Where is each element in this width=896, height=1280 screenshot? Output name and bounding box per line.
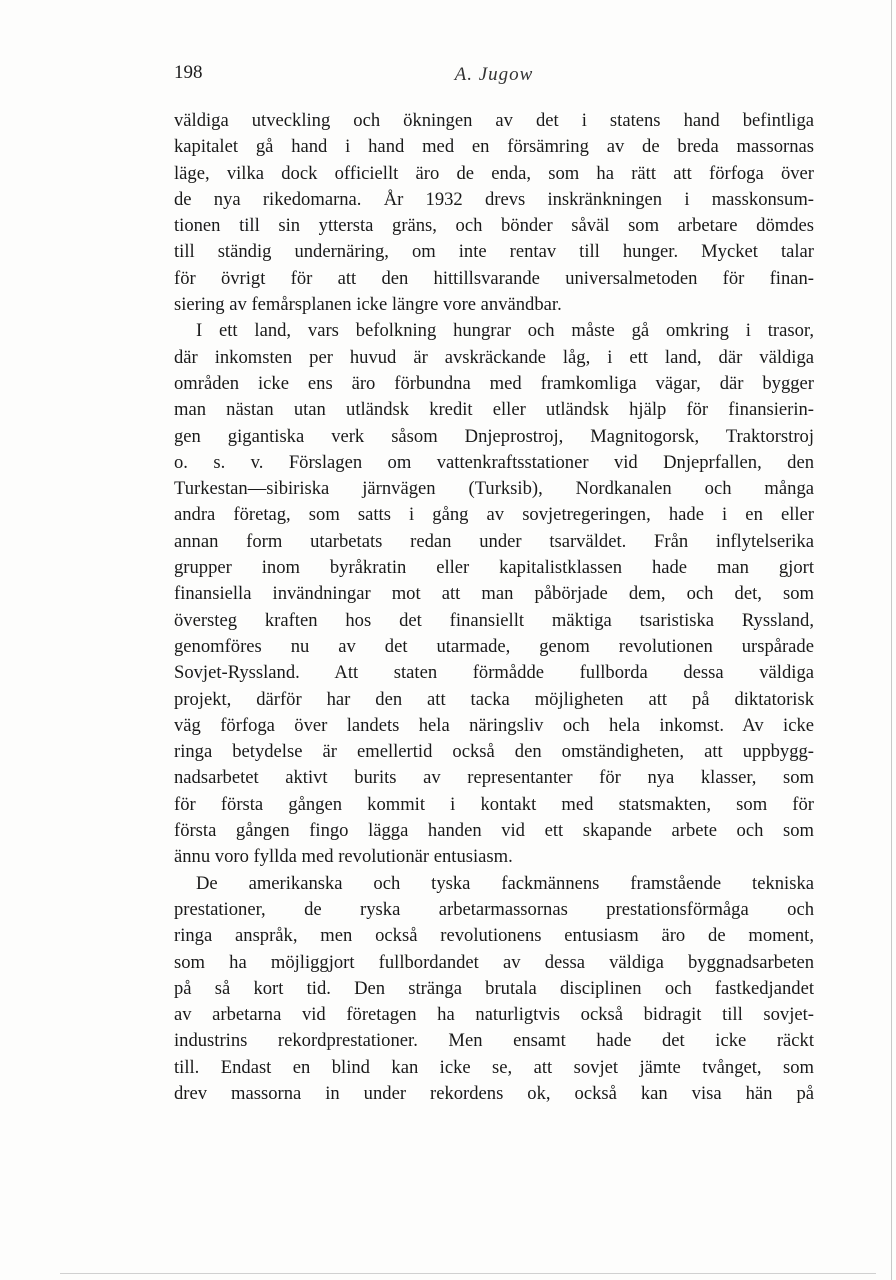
text-line: ringa betydelse är emellertid också den omständigheten, att uppbygg- [174, 741, 814, 763]
text-line: kapitalet gå hand i hand med en försämring av de breda massornas [174, 136, 814, 158]
text-line: för första gången kommit i kontakt med statsmakten, som för [174, 793, 814, 815]
text-line: till. Endast en blind kan icke se, att sovjet jämte tvånget, som [174, 1056, 814, 1078]
text-line: för övrigt för att den hittillsvarande universalmetoden för finan- [174, 267, 814, 289]
text-line: nadsarbetet aktivt burits av representanter för nya klasser, som [174, 767, 814, 789]
paragraph [174, 108, 814, 318]
page-header [174, 62, 814, 90]
running-head-author: A. Jugow [454, 64, 534, 85]
text-line: prestationer, de ryska arbetarmassornas prestationsförmåga och [174, 898, 814, 920]
body-text [174, 108, 814, 1107]
text-line: industrins rekordprestationer. Men ensamt hade det icke räckt [174, 1030, 814, 1052]
text-line: till ständig undernäring, om inte rentav till hunger. Mycket talar [174, 241, 814, 263]
text-line: projekt, därför har den att tacka möjligheten att på diktatorisk [174, 688, 814, 710]
text-line: områden icke ens äro förbundna med framkomliga vägar, där bygger [174, 372, 814, 394]
text-line: som ha möjliggjort fullbordandet av dessa väldiga byggnadsarbeten [174, 951, 814, 973]
text-line: läge, vilka dock officiellt äro de enda, som ha rätt att förfoga över [174, 162, 814, 184]
text-line: gen gigantiska verk såsom Dnjeprostroj, Magnitogorsk, Traktorstroj [174, 425, 814, 447]
text-line: siering av femårsplanen icke längre vore användbar. [174, 294, 562, 316]
text-line: översteg kraften hos det finansiellt mäktiga tsaristiska Ryssland, [174, 609, 814, 631]
text-line: grupper inom byråkratin eller kapitalistklassen hade man gjort [174, 557, 814, 579]
text-line: Turkestan—sibiriska järnvägen (Turksib), Nordkanalen och många [174, 478, 814, 500]
page-edge-right [891, 0, 892, 1280]
page-number: 198 [174, 62, 203, 83]
text-line: på så kort tid. Den stränga brutala disciplinen och fastkedjandet [174, 977, 814, 999]
text-line: I ett land, vars befolkning hungrar och måste gå omkring i trasor, [196, 320, 814, 342]
text-line: genomföres nu av det utarmade, genom revolutionen urspårade [174, 635, 814, 657]
page-edge-bottom [60, 1273, 876, 1274]
text-line: där inkomsten per huvud är avskräckande låg, i ett land, där väldiga [174, 346, 814, 368]
text-line: De amerikanska och tyska fackmännens framstående tekniska [196, 872, 814, 894]
text-line: väg förfoga över landets hela näringsliv och hela inkomst. Av icke [174, 714, 814, 736]
text-line: annan form utarbetats redan under tsarväldet. Från inflytelserika [174, 530, 814, 552]
paragraph [174, 318, 814, 870]
text-line: första gången fingo lägga handen vid ett skapande arbete och som [174, 820, 814, 842]
text-line: av arbetarna vid företagen ha naturligtvis också bidragit till sovjet- [174, 1004, 814, 1026]
text-line: finansiella invändningar mot att man påbörjade dem, och det, som [174, 583, 814, 605]
text-line: de nya rikedomarna. År 1932 drevs inskränkningen i masskonsum- [174, 188, 814, 210]
text-line: man nästan utan utländsk kredit eller utländsk hjälp för finansierin- [174, 399, 814, 421]
text-line: Sovjet-Ryssland. Att staten förmådde fullborda dessa väldiga [174, 662, 814, 684]
text-line: andra företag, som satts i gång av sovjetregeringen, hade i en eller [174, 504, 814, 526]
text-line: ännu voro fyllda med revolutionär entusiasm. [174, 846, 513, 868]
text-line: tionen till sin yttersta gräns, och bönder såväl som arbetare dömdes [174, 215, 814, 237]
text-line: o. s. v. Förslagen om vattenkraftsstationer vid Dnjeprfallen, den [174, 451, 814, 473]
text-line: drev massorna in under rekordens ok, också kan visa hän på [174, 1082, 814, 1104]
paragraph [174, 871, 814, 1108]
text-line: ringa anspråk, men också revolutionens entusiasm äro de moment, [174, 925, 814, 947]
text-line: väldiga utveckling och ökningen av det i statens hand befintliga [174, 110, 814, 131]
